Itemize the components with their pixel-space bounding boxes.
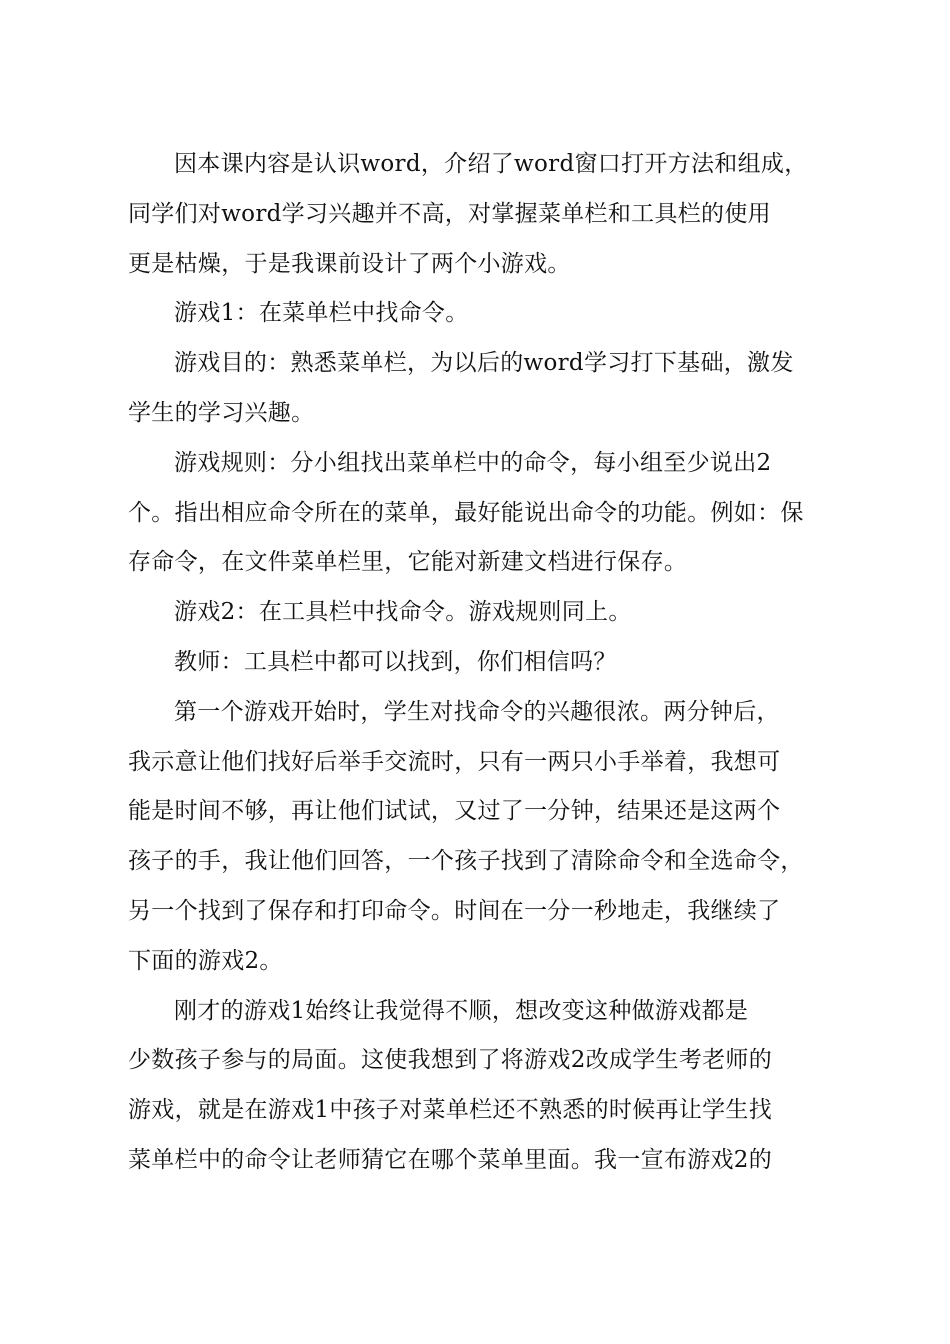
paragraph-game1-title xyxy=(128,289,840,339)
text-line: 个。指出相应命令所在的菜单，最好能说出命令的功能。例如：保 xyxy=(128,499,804,526)
paragraph-game2-title xyxy=(128,588,840,638)
text-line: 更是枯燥，于是我课前设计了两个小游戏。 xyxy=(128,250,571,277)
text-line: 游戏2：在工具栏中找命令。游戏规则同上。 xyxy=(174,599,632,626)
text-line: 菜单栏中的命令让老师猜它在哪个菜单里面。我一宣布游戏2的 xyxy=(128,1146,773,1173)
text-line: 学生的学习兴趣。 xyxy=(128,399,315,426)
text-line: 游戏目的：熟悉菜单栏，为以后的word学习打下基础，激发 xyxy=(174,350,794,377)
document-body xyxy=(128,140,840,1186)
paragraph-intro xyxy=(128,140,840,289)
paragraph-game2-change xyxy=(128,987,840,1186)
text-line: 我示意让他们找好后举手交流时，只有一两只小手举着，我想可 xyxy=(128,748,781,775)
text-line: 存命令，在文件菜单栏里，它能对新建文档进行保存。 xyxy=(128,549,688,576)
text-line: 另一个找到了保存和打印命令。时间在一分一秒地走，我继续了 xyxy=(128,897,781,924)
text-line: 游戏1：在菜单栏中找命令。 xyxy=(174,300,469,327)
text-line: 游戏，就是在游戏1中孩子对菜单栏还不熟悉的时候再让学生找 xyxy=(128,1097,773,1124)
text-line: 下面的游戏2。 xyxy=(128,947,283,974)
text-line: 能是时间不够，再让他们试试，又过了一分钟，结果还是这两个 xyxy=(128,798,781,825)
paragraph-game-purpose xyxy=(128,339,840,439)
text-line: 少数孩子参与的局面。这使我想到了将游戏2改成学生考老师的 xyxy=(128,1047,773,1074)
text-line: 孩子的手，我让他们回答，一个孩子找到了清除命令和全选命令， xyxy=(128,848,804,875)
text-line: 教师：工具栏中都可以找到，你们相信吗？ xyxy=(174,648,617,675)
text-line: 游戏规则：分小组找出菜单栏中的命令，每小组至少说出2 xyxy=(174,449,772,476)
text-line: 刚才的游戏1始终让我觉得不顺，想改变这种做游戏都是 xyxy=(174,997,749,1024)
text-line: 因本课内容是认识word，介绍了word窗口打开方法和组成， xyxy=(174,151,808,177)
text-line: 第一个游戏开始时，学生对找命令的兴趣很浓。两分钟后， xyxy=(174,698,780,725)
paragraph-game1-reflection xyxy=(128,688,840,987)
paragraph-teacher-question xyxy=(128,638,840,688)
paragraph-game-rules xyxy=(128,439,840,588)
text-line: 同学们对word学习兴趣并不高，对掌握菜单栏和工具栏的使用 xyxy=(128,200,771,227)
